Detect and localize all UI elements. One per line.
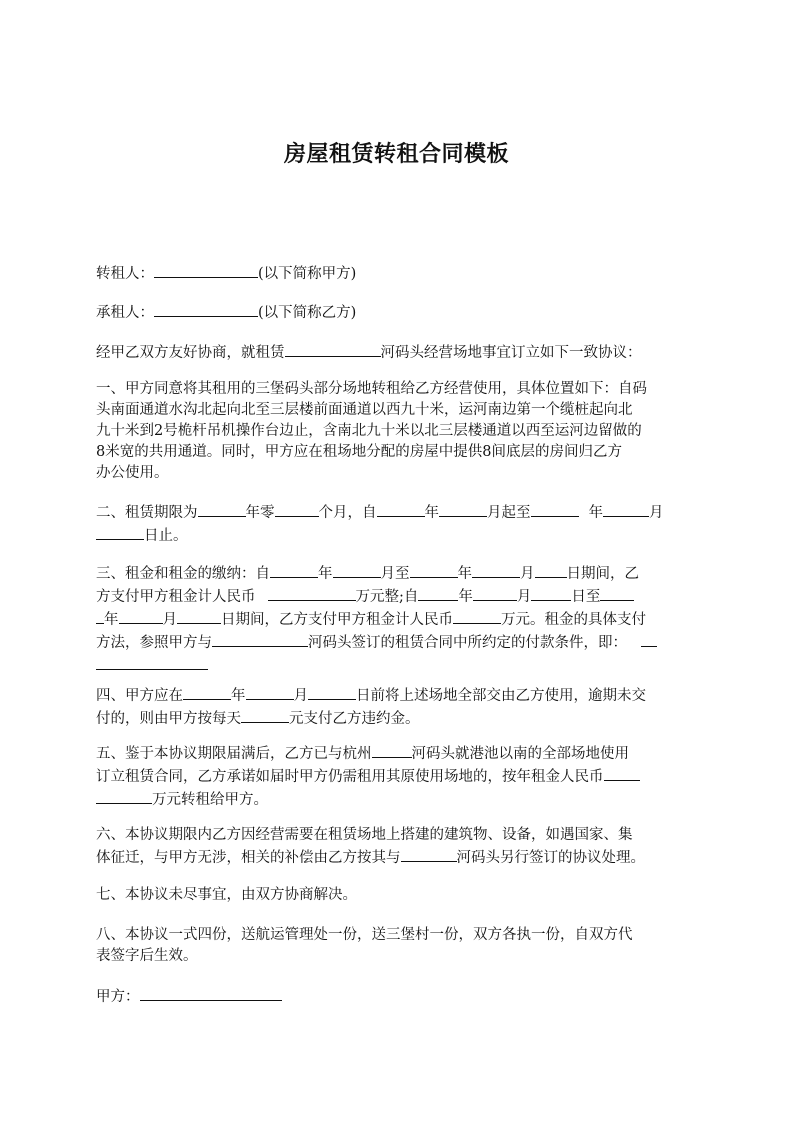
lessee-label: 承租人：: [96, 305, 154, 321]
landlord-blank[interactable]: [212, 631, 308, 647]
clause-8: [96, 925, 708, 967]
clause-2-text: 个月，自: [318, 505, 377, 521]
period1-start-year-blank[interactable]: [270, 562, 318, 578]
clause-5-text: 河码头就港池以南的全部场地使用: [411, 746, 629, 762]
clause-1: [96, 379, 708, 484]
annual-rent-blank[interactable]: [604, 765, 640, 781]
end-day-blank[interactable]: [96, 524, 144, 540]
clause-6-text: 体征迁，与甲方无涉，相关的补偿由乙方按其与: [96, 850, 401, 866]
clause-3-text: 月: [162, 612, 177, 628]
clause-3-text: 日期间，乙方支付甲方租金计人民币: [221, 612, 453, 628]
clause-1-line: 办公使用。: [96, 465, 169, 481]
period2-end-year-blank-cont[interactable]: [96, 608, 104, 624]
penalty-blank[interactable]: [241, 707, 289, 723]
period2-start-month-blank[interactable]: [473, 585, 517, 601]
clause-7: [96, 885, 708, 906]
handover-month-blank[interactable]: [246, 684, 294, 700]
payment-terms-blank-cont[interactable]: [96, 654, 208, 670]
clause-4-text: 付的，则由甲方按每天: [96, 711, 241, 727]
clause-5-text: 万元转租给甲方。: [152, 792, 268, 808]
clause-1-line: 一、甲方同意将其租用的三堡码头部分场地转租给乙方经营使用，具体位置如下：自码: [96, 381, 647, 397]
clause-6-text: 河码头另行签订的协议处理。: [456, 850, 645, 866]
lessee-line: [96, 301, 708, 324]
lessor-blank[interactable]: [154, 262, 258, 278]
clause-3-text: 年: [457, 566, 472, 582]
party-a-label: 甲方：: [96, 989, 140, 1005]
months-blank[interactable]: [275, 501, 319, 517]
clause-7-text: 七、本协议未尽事宜，由双方协商解决。: [96, 887, 357, 903]
intro-paragraph: [96, 341, 708, 364]
clause-6-text: 六、本协议期限内乙方因经营需要在租赁场地上搭建的建筑物、设备，如遇国家、集: [96, 827, 633, 843]
rent-amount-2-blank[interactable]: [453, 608, 501, 624]
clause-3-text: 日期间，乙: [566, 566, 639, 582]
clause-2-text: 日止。: [144, 528, 188, 544]
clause-1-line: 九十米到2号桅杆吊机操作台边止，含南北九十米以北三层楼通道以西至运河边留做的: [96, 423, 642, 439]
period1-start-month-blank[interactable]: [333, 562, 381, 578]
end-year-blank[interactable]: [531, 501, 579, 517]
annual-rent-blank-cont[interactable]: [96, 788, 152, 804]
clause-3-text: 月至: [380, 566, 410, 582]
lessor-line: [96, 262, 708, 285]
lessor-label: 转租人：: [96, 266, 154, 282]
party-a-signature-blank[interactable]: [140, 985, 282, 1001]
clause-4: [96, 684, 708, 730]
clause-5-text: 五、鉴于本协议期限届满后，乙方已与杭州: [96, 746, 372, 762]
lessor-note: (以下简称甲方): [258, 266, 357, 282]
clause-3-text: 年: [458, 589, 473, 605]
clause-3-text: 河码头签订的租赁合同中所约定的付款条件，即：: [308, 635, 627, 651]
period2-start-day-blank[interactable]: [531, 585, 571, 601]
clause-3-text: 月: [520, 566, 535, 582]
document-title: 房屋租赁转租合同模板: [283, 142, 509, 167]
clause-4-text: 四、甲方应在: [96, 688, 183, 704]
period2-start-year-blank[interactable]: [418, 585, 458, 601]
clause-6: [96, 825, 708, 869]
period2-end-month-blank[interactable]: [119, 608, 163, 624]
lessee-note: (以下简称乙方): [258, 305, 357, 321]
clause-3: [96, 562, 708, 677]
clause-3-text: 日至: [571, 589, 601, 605]
clause-2-text: 年零: [245, 505, 275, 521]
payment-terms-blank[interactable]: [641, 631, 657, 647]
intro-text-b: 河码头经营场地事宜订立如下一致协议：: [380, 345, 642, 361]
clause-1-line: 8米宽的共用通道。同时，甲方应在租场地分配的房屋中提供8间底层的房间归乙方: [96, 444, 622, 460]
clause-8-text: 八、本协议一式四份，送航运管理处一份，送三堡村一份，双方各执一份，自双方代: [96, 927, 633, 943]
handover-year-blank[interactable]: [183, 684, 231, 700]
period1-end-month-blank[interactable]: [472, 562, 520, 578]
start-month-blank[interactable]: [439, 501, 487, 517]
end-month-blank[interactable]: [603, 501, 649, 517]
clause-2-text: 年: [424, 505, 439, 521]
clause-1-line: 头南面通道水沟北起向北至三层楼前面通道以西九十米，运河南边第一个缆桩起向北: [96, 402, 633, 418]
intro-text-a: 经甲乙双方友好协商，就租赁: [96, 345, 285, 361]
period1-end-year-blank[interactable]: [410, 562, 458, 578]
start-year-blank[interactable]: [377, 501, 425, 517]
rent-amount-1-blank[interactable]: [268, 585, 356, 601]
clause-4-text: 年: [231, 688, 246, 704]
clause-2-text: 二、租赁期限为: [96, 505, 198, 521]
clause-4-text: 元支付乙方违约金。: [289, 711, 420, 727]
clause-3-text: 方支付甲方租金计人民币: [96, 589, 256, 605]
clause-4-text: 月: [293, 688, 308, 704]
clause-5-text: 订立租赁合同，乙方承诺如届时甲方仍需租用其原使用场地的，按年租金人民币: [96, 769, 604, 785]
clause-5: [96, 742, 708, 811]
intro-blank[interactable]: [285, 341, 381, 357]
period1-end-day-blank[interactable]: [535, 562, 567, 578]
years-blank[interactable]: [198, 501, 246, 517]
lessee-blank[interactable]: [154, 301, 258, 317]
wharf-blank[interactable]: [372, 742, 412, 758]
clause-4-text: 日前将上述场地全部交由乙方使用，逾期未交: [356, 688, 646, 704]
agreement-party-blank[interactable]: [401, 846, 457, 862]
clause-2-text: 年: [588, 505, 603, 521]
clause-3-text: 年: [104, 612, 119, 628]
clause-8-text: 表签字后生效。: [96, 948, 198, 964]
clause-2-text: 月起至: [487, 505, 531, 521]
party-a-signature-line: [96, 985, 708, 1008]
handover-day-blank[interactable]: [308, 684, 356, 700]
clause-2: [96, 501, 708, 547]
clause-2-text: 月: [649, 505, 664, 521]
clause-3-text: 万元整;自: [355, 589, 419, 605]
clause-3-text: 年: [318, 566, 333, 582]
clause-3-text: 方法，参照甲方与: [96, 635, 212, 651]
clause-3-text: 万元。租金的具体支付: [501, 612, 646, 628]
clause-3-text: 三、租金和租金的缴纳：自: [96, 566, 270, 582]
period2-end-day-blank[interactable]: [177, 608, 221, 624]
period2-end-year-blank[interactable]: [600, 585, 634, 601]
clause-3-text: 月: [516, 589, 532, 605]
